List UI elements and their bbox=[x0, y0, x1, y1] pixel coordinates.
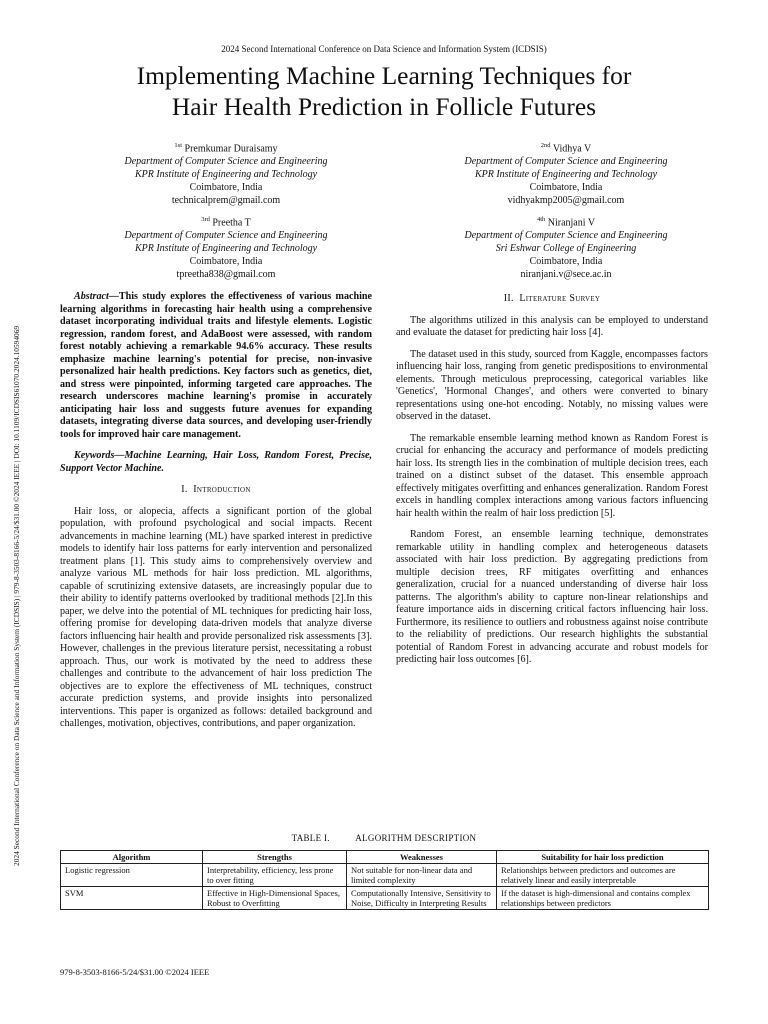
author-block-1 bbox=[76, 139, 376, 207]
page-footer: 979-8-3503-8166-5/24/$31.00 ©2024 IEEE bbox=[60, 967, 210, 977]
abstract-lead: Abstract— bbox=[74, 291, 119, 302]
keywords: Keywords—Machine Learning, Hair Loss, Random Forest, Precise, Support Vector Machine. bbox=[60, 450, 372, 474]
table-cell: Relationships between predictors and outcomes are relatively linear and easily interpretable bbox=[497, 864, 709, 887]
table-cell: Logistic regression bbox=[61, 864, 203, 887]
author-department: Department of Computer Science and Engineering bbox=[124, 156, 328, 168]
author-city: Coimbatore, India bbox=[189, 182, 263, 194]
author-name: $^{1st}$ Premkumar Duraisamy bbox=[174, 142, 278, 155]
right-column bbox=[396, 293, 708, 676]
section-heading-literature-survey: II. Literature Survey bbox=[503, 293, 601, 304]
table-cell: Not suitable for non-linear data and limited complexity bbox=[347, 864, 497, 887]
author-name: $^{3rd}$ Preetha T bbox=[201, 216, 251, 229]
table-header-cell: Weaknesses bbox=[347, 851, 497, 864]
table-header-cell: Algorithm bbox=[61, 851, 203, 864]
author-city: Coimbatore, India bbox=[189, 256, 263, 268]
author-email: technicalprem@gmail.com bbox=[171, 195, 281, 207]
author-department: Department of Computer Science and Engineering bbox=[124, 230, 328, 242]
author-email: vidhyakmp2005@gmail.com bbox=[507, 195, 625, 207]
literature-paragraph: The dataset used in this study, sourced from Kaggle, encompasses factors influencing hair loss, ranging from genetic predispositions to environmental elements. Through meticulous preprocessing, categorical variables like 'Genetics', 'Hormonal Changes', and others were converted to binary representations using one-hot encoding. Notably, no missing values were observed in the dataset. bbox=[396, 348, 708, 422]
author-institute: Sri Eshwar College of Engineering bbox=[495, 243, 637, 255]
author-email: tpreetha838@gmail.com bbox=[176, 269, 276, 281]
table-row bbox=[61, 887, 709, 910]
section-heading-introduction: I. Introduction bbox=[181, 484, 251, 495]
author-institute: KPR Institute of Engineering and Technology bbox=[474, 169, 658, 181]
author-city: Coimbatore, India bbox=[529, 256, 603, 268]
author-institute: KPR Institute of Engineering and Technology bbox=[134, 169, 318, 181]
conference-header: 2024 Second International Conference on Data Science and Information System (ICDSIS) bbox=[221, 44, 547, 54]
author-email: niranjani.v@sece.ac.in bbox=[520, 269, 612, 281]
introduction-paragraph: Hair loss, or alopecia, affects a significant portion of the global population, with profound psychological and social impacts. Recent advancements in machine learning (ML) have sparked interest in predictive models to identify hair loss patterns for early intervention and personalized treatment plans [1]. This study aims to comprehensively overview and analyze various ML methods for hair loss prediction. ML algorithms, capable of scrutinizing extensive datasets, are increasingly popular due to their ability to identify patterns overlooked by traditional methods [2].In this paper, we delve into the potential of ML techniques for predicting hair loss, offering promise for developing data-driven models that analyze diverse factors influencing hair health and provide personalized risk assessments [3]. However, challenges in the previous literature persist, necessitating a robust approach. Thus, our work is motivated by the need to address these challenges and contribute to the advancement of hair loss prediction The objectives are to explore the effectiveness of ML techniques, construct accurate prediction systems, and provide insights into personalized interventions. This paper is organized as follows: detailed background and challenges, motivation, objectives, contributions, and paper organization. bbox=[60, 505, 372, 729]
author-institute: KPR Institute of Engineering and Technology bbox=[134, 243, 318, 255]
table-cell: SVM bbox=[61, 887, 203, 910]
side-citation: 2024 Second International Conference on Data Science and Information System (ICDSIS) | 979-8-3503-8166-5/24/$31.00 ©2024 IEEE | DOI: 10.1109/ICDSIS61070.2024.10594069 bbox=[12, 325, 21, 866]
table-row bbox=[61, 864, 709, 887]
table-cell: Interpretability, efficiency, less prone to over fitting bbox=[203, 864, 347, 887]
abstract-text: This study explores the effectiveness of various machine learning algorithms in forecasting hair health using a comprehensive dataset incorporating individual traits and lifestyle elements. Logistic regression, random forest, and AdaBoost were assessed, with random forest notably achieving a remarkable 94.6% accuracy. These results emphasize machine learning's potential for precise, non-invasive personalized hair health predictions. Key factors such as genetics, diet, and stress were pinpointed, informing targeted care approaches. The research underscores machine learning's promise in accurately anticipating hair loss and suggests future avenues for expanding datasets, integrating diverse data sources, and developing user-friendly tools for improved hair care management. bbox=[60, 291, 372, 440]
literature-paragraph: The algorithms utilized in this analysis can be employed to understand and evaluate the dataset for predicting hair loss [4]. bbox=[396, 314, 708, 338]
table-cell: Effective in High-Dimensional Spaces, Robust to Overfitting bbox=[203, 887, 347, 910]
author-block-3 bbox=[76, 213, 376, 281]
author-department: Department of Computer Science and Engineering bbox=[464, 156, 668, 168]
paper-title bbox=[40, 60, 728, 122]
author-name: $^{4th}$ Niranjani V bbox=[536, 216, 596, 229]
literature-paragraph: The remarkable ensemble learning method known as Random Forest is crucial for enhancing the accuracy and performance of models predicting hair loss. Its strength lies in the combination of multiple decision trees, each trained on a distinct subset of the dataset. This ensemble approach effectively mitigates overfitting and enhances generalization. Random Forest excels in handling complex interactions among various factors influencing hair health within the realm of hair loss prediction [5]. bbox=[396, 432, 708, 519]
table-caption: TABLE I. ALGORITHM DESCRIPTION bbox=[291, 833, 477, 843]
algorithm-table bbox=[60, 850, 709, 910]
author-block-2 bbox=[416, 139, 716, 207]
author-department: Department of Computer Science and Engineering bbox=[464, 230, 668, 242]
table-header-cell: Suitability for hair loss prediction bbox=[497, 851, 709, 864]
author-city: Coimbatore, India bbox=[529, 182, 603, 194]
abstract bbox=[60, 291, 372, 441]
author-name: $^{2nd}$ Vidhya V bbox=[540, 142, 592, 155]
table-cell: Computationally Intensive, Sensitivity to Noise, Difficulty in Interpreting Results bbox=[347, 887, 497, 910]
literature-paragraph: Random Forest, an ensemble learning technique, demonstrates remarkable utility in handling complex and heterogeneous datasets associated with hair loss prediction. By aggregating predictions from multiple decision trees, RF mitigates overfitting and enhances generalization, crucial for a nuanced understanding of diverse hair loss patterns. The algorithm's ability to capture non-linear relationships and feature importance aids in discerning critical factors influencing hair loss. Furthermore, its resilience to outliers and robustness against noise contribute to the reliability of predictions. Our research highlights the substantial potential of Random Forest in advancing accurate and robust models for predicting hair loss outcomes [6]. bbox=[396, 529, 708, 665]
author-block-4 bbox=[416, 213, 716, 281]
title-line-2: Hair Health Prediction in Follicle Futures bbox=[171, 92, 597, 121]
title-line-1: Implementing Machine Learning Techniques for bbox=[136, 61, 632, 90]
table-cell: If the dataset is high-dimensional and contains complex relationships between predictors bbox=[497, 887, 709, 910]
table-header-row bbox=[61, 851, 709, 864]
table-header-cell: Strengths bbox=[203, 851, 347, 864]
left-column bbox=[60, 291, 372, 740]
